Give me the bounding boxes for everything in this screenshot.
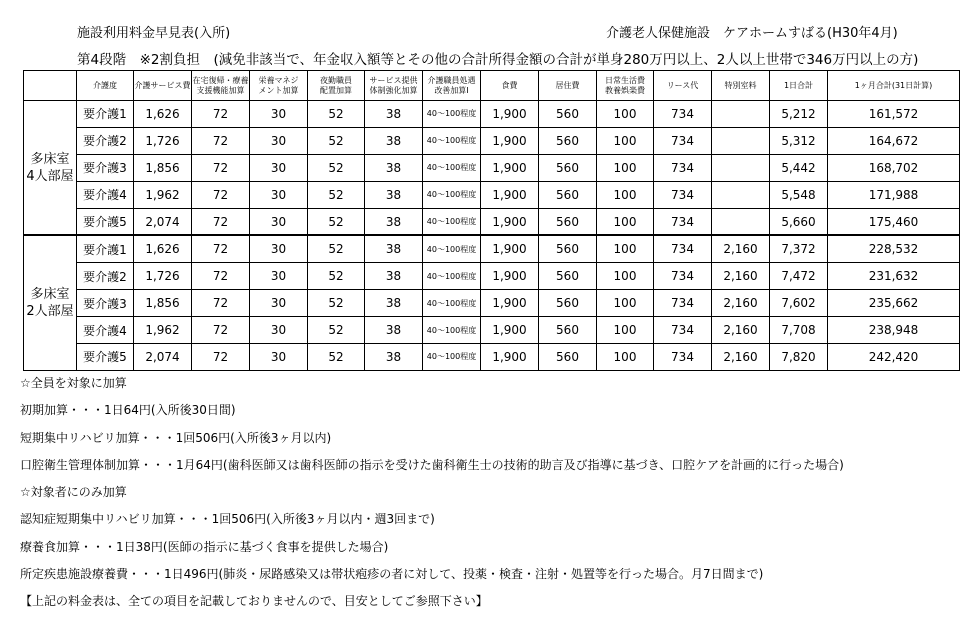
table-cell [712, 181, 770, 208]
table-cell: 560 [539, 235, 597, 262]
table-cell: 1,900 [481, 208, 539, 235]
table-cell: 要介護2 [77, 127, 134, 154]
table-cell: 7,472 [770, 263, 828, 290]
table-cell: 38 [365, 181, 423, 208]
table-cell: 要介護3 [77, 154, 134, 181]
table-cell: 560 [539, 181, 597, 208]
table-cell: 38 [365, 263, 423, 290]
table-row [24, 263, 960, 290]
stage-description: 第4段階 ※2割負担 (減免非該当で、年金収入額等とその他の合計所得金額の合計が単身280万円以上、2人以上世帯で346万円以上の方) [77, 52, 919, 68]
table-cell: 734 [654, 344, 712, 371]
table-cell: 734 [654, 317, 712, 344]
table-cell: 40～100程度 [423, 101, 481, 128]
table-cell: 38 [365, 344, 423, 371]
column-header: 1日合計 [770, 71, 828, 101]
table-cell: 175,460 [828, 208, 960, 235]
table-cell: 72 [192, 263, 250, 290]
table-row [24, 235, 960, 262]
note-line: 短期集中リハビリ加算・・・1回506円(入所後3ヶ月以内) [20, 430, 332, 445]
table-cell: 72 [192, 154, 250, 181]
table-cell: 52 [308, 235, 365, 262]
table-row [24, 154, 960, 181]
table-cell: 38 [365, 101, 423, 128]
table-cell: 30 [250, 317, 308, 344]
table-cell: 72 [192, 181, 250, 208]
table-cell: 161,572 [828, 101, 960, 128]
table-cell: 1,626 [134, 235, 192, 262]
table-cell: 52 [308, 154, 365, 181]
table-cell: 2,160 [712, 235, 770, 262]
table-cell: 734 [654, 263, 712, 290]
table-cell: 5,442 [770, 154, 828, 181]
table-cell: 要介護3 [77, 290, 134, 317]
table-cell: 40～100程度 [423, 208, 481, 235]
table-cell: 100 [597, 127, 654, 154]
table-cell: 40～100程度 [423, 154, 481, 181]
note-line: 療養食加算・・・1日38円(医師の指示に基づく食事を提供した場合) [20, 539, 389, 554]
table-cell: 5,212 [770, 101, 828, 128]
table-cell: 1,900 [481, 317, 539, 344]
table-cell: 要介護4 [77, 181, 134, 208]
table-cell: 1,962 [134, 317, 192, 344]
table-row [24, 208, 960, 235]
table-header-row [24, 71, 960, 101]
column-header [24, 71, 77, 101]
table-cell: 52 [308, 317, 365, 344]
table-cell: 38 [365, 127, 423, 154]
table-cell: 40～100程度 [423, 181, 481, 208]
table-cell: 228,532 [828, 235, 960, 262]
table-cell: 100 [597, 344, 654, 371]
column-header: 日常生活費 教養娯楽費 [597, 71, 654, 101]
column-header: 1ヶ月合計(31日計算) [828, 71, 960, 101]
table-cell: 要介護5 [77, 208, 134, 235]
table-cell [712, 101, 770, 128]
table-cell: 734 [654, 290, 712, 317]
table-cell: 38 [365, 208, 423, 235]
table-cell: 2,160 [712, 344, 770, 371]
table-row [24, 181, 960, 208]
table-cell: 100 [597, 263, 654, 290]
table-cell: 734 [654, 154, 712, 181]
table-cell: 2,160 [712, 263, 770, 290]
table-cell: 7,708 [770, 317, 828, 344]
table-cell: 40～100程度 [423, 344, 481, 371]
table-cell: 72 [192, 208, 250, 235]
room-type: 多床室 2人部屋 [24, 235, 77, 370]
table-cell: 30 [250, 263, 308, 290]
note-line: 初期加算・・・1日64円(入所後30日間) [20, 403, 236, 418]
table-cell: 1,726 [134, 127, 192, 154]
table-cell: 72 [192, 235, 250, 262]
table-cell: 要介護1 [77, 235, 134, 262]
table-cell [712, 127, 770, 154]
table-cell: 171,988 [828, 181, 960, 208]
table-cell: 52 [308, 263, 365, 290]
table-cell: 30 [250, 290, 308, 317]
table-cell: 734 [654, 208, 712, 235]
table-cell: 2,160 [712, 290, 770, 317]
table-cell: 1,900 [481, 181, 539, 208]
table-cell: 168,702 [828, 154, 960, 181]
column-header: 夜勤職員 配置加算 [308, 71, 365, 101]
table-cell: 72 [192, 344, 250, 371]
table-cell: 30 [250, 101, 308, 128]
table-row [24, 290, 960, 317]
table-cell: 5,660 [770, 208, 828, 235]
table-cell: 要介護2 [77, 263, 134, 290]
table-row [24, 127, 960, 154]
table-cell: 1,900 [481, 101, 539, 128]
table-cell: 52 [308, 181, 365, 208]
table-cell: 100 [597, 290, 654, 317]
table-cell: 52 [308, 290, 365, 317]
table-cell: 52 [308, 101, 365, 128]
table-cell: 38 [365, 317, 423, 344]
table-cell: 7,602 [770, 290, 828, 317]
page-title: 施設利用料金早見表(入所) [77, 26, 231, 41]
table-cell: 72 [192, 127, 250, 154]
note-line: 口腔衛生管理体制加算・・・1月64円(歯科医師又は歯科医師の指示を受けた歯科衛生士の技術的助言及び指導に基づき、口腔ケアを計画的に行った場合) [20, 457, 844, 472]
column-header: 栄養マネジ メント加算 [250, 71, 308, 101]
table-cell: 560 [539, 344, 597, 371]
facility-name: 介護老人保健施設 ケアホームすばる(H30年4月) [606, 26, 898, 41]
table-cell: 38 [365, 154, 423, 181]
table-cell: 1,900 [481, 263, 539, 290]
table-cell: 5,312 [770, 127, 828, 154]
table-cell: 30 [250, 235, 308, 262]
table-cell: 2,074 [134, 344, 192, 371]
table-cell: 2,160 [712, 317, 770, 344]
table-cell: 560 [539, 290, 597, 317]
table-cell: 40～100程度 [423, 317, 481, 344]
table-cell: 1,900 [481, 235, 539, 262]
table-cell: 734 [654, 181, 712, 208]
note-line: 【上記の料金表は、全ての項目を記載しておりませんので、目安としてご参照下さい】 [20, 594, 488, 609]
table-cell [712, 154, 770, 181]
table-cell: 734 [654, 235, 712, 262]
table-cell: 7,372 [770, 235, 828, 262]
table-cell: 52 [308, 127, 365, 154]
table-cell: 72 [192, 101, 250, 128]
note-line: ☆全員を対象に加算 [20, 376, 127, 390]
table-cell: 560 [539, 317, 597, 344]
table-cell: 100 [597, 181, 654, 208]
table-cell: 100 [597, 154, 654, 181]
table-cell: 要介護4 [77, 317, 134, 344]
room-type: 多床室 4人部屋 [24, 101, 77, 236]
table-cell: 72 [192, 317, 250, 344]
table-cell: 38 [365, 290, 423, 317]
table-cell: 242,420 [828, 344, 960, 371]
table-cell: 5,548 [770, 181, 828, 208]
table-cell: 30 [250, 344, 308, 371]
table-cell: 1,900 [481, 344, 539, 371]
table-cell: 238,948 [828, 317, 960, 344]
table-cell: 560 [539, 208, 597, 235]
table-cell: 40～100程度 [423, 235, 481, 262]
table-cell: 30 [250, 154, 308, 181]
table-cell: 100 [597, 101, 654, 128]
table-cell: 1,726 [134, 263, 192, 290]
table-cell: 40～100程度 [423, 290, 481, 317]
table-cell: 38 [365, 235, 423, 262]
column-header: 特別室料 [712, 71, 770, 101]
table-cell: 要介護1 [77, 101, 134, 128]
column-header: 食費 [481, 71, 539, 101]
column-header: 介護度 [77, 71, 134, 101]
table-cell: 30 [250, 127, 308, 154]
table-cell: 40～100程度 [423, 127, 481, 154]
table-cell: 52 [308, 208, 365, 235]
table-cell: 560 [539, 154, 597, 181]
fee-table [23, 70, 960, 371]
table-cell: 52 [308, 344, 365, 371]
note-line: 認知症短期集中リハビリ加算・・・1回506円(入所後3ヶ月以内・週3回まで) [20, 512, 435, 527]
table-cell: 235,662 [828, 290, 960, 317]
table-cell: 100 [597, 235, 654, 262]
table-cell: 734 [654, 101, 712, 128]
table-cell: 40～100程度 [423, 263, 481, 290]
table-cell: 1,626 [134, 101, 192, 128]
table-cell: 30 [250, 208, 308, 235]
column-header: 介護サービス費 [134, 71, 192, 101]
table-cell [712, 208, 770, 235]
table-row [24, 317, 960, 344]
table-cell: 2,074 [134, 208, 192, 235]
column-header: リース代 [654, 71, 712, 101]
table-cell: 164,672 [828, 127, 960, 154]
column-header: 在宅復帰・療養 支援機能加算 [192, 71, 250, 101]
table-cell: 100 [597, 208, 654, 235]
note-line: 所定疾患施設療養費・・・1日496円(肺炎・尿路感染又は帯状疱疹の者に対して、投薬・検査・注射・処置等を行った場合。月7日間まで) [20, 567, 764, 582]
table-cell: 30 [250, 181, 308, 208]
column-header: サービス提供 体制強化加算 [365, 71, 423, 101]
table-cell: 要介護5 [77, 344, 134, 371]
column-header: 居住費 [539, 71, 597, 101]
table-cell: 1,900 [481, 127, 539, 154]
table-cell: 100 [597, 317, 654, 344]
table-cell: 7,820 [770, 344, 828, 371]
column-header: 介護職員処遇 改善加算Ⅰ [423, 71, 481, 101]
table-cell: 560 [539, 263, 597, 290]
table-cell: 1,900 [481, 154, 539, 181]
note-line: ☆対象者にのみ加算 [20, 485, 127, 500]
table-cell: 560 [539, 101, 597, 128]
table-cell: 72 [192, 290, 250, 317]
notes-section [20, 373, 844, 619]
table-cell: 1,962 [134, 181, 192, 208]
table-cell: 1,900 [481, 290, 539, 317]
table-cell: 1,856 [134, 290, 192, 317]
table-row [24, 344, 960, 371]
table-cell: 1,856 [134, 154, 192, 181]
table-row [24, 101, 960, 128]
table-cell: 231,632 [828, 263, 960, 290]
table-cell: 560 [539, 127, 597, 154]
table-cell: 734 [654, 127, 712, 154]
